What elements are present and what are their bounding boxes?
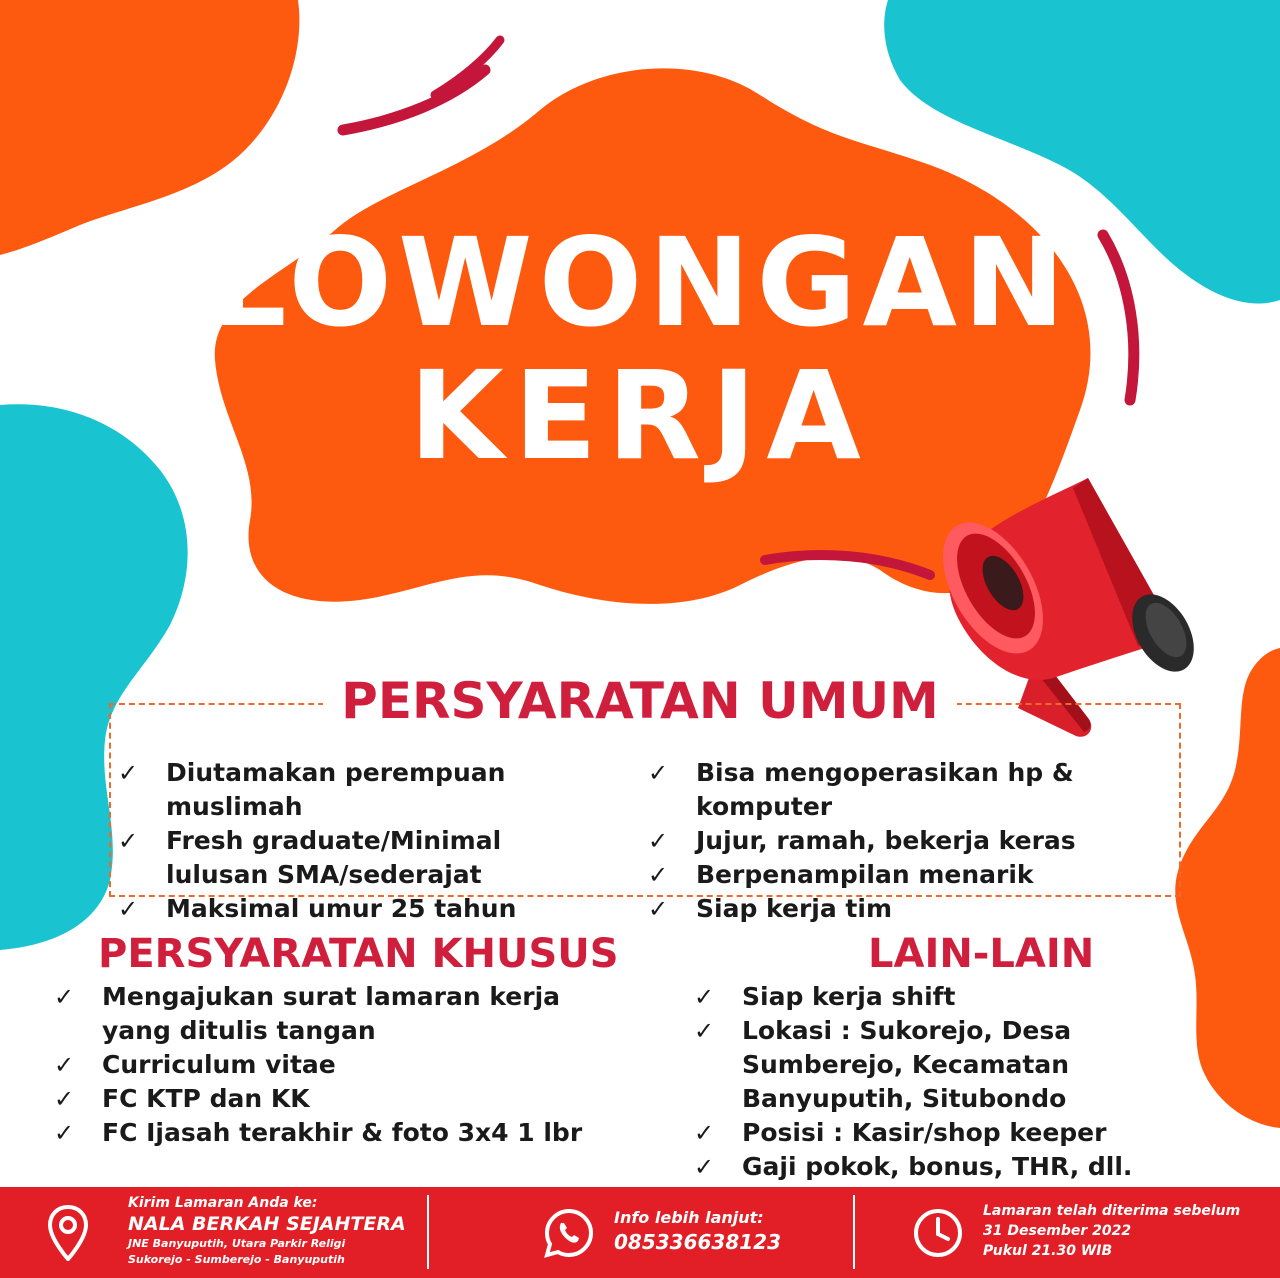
checkmark-icon: ✓ [694, 1017, 715, 1045]
list-item-text: Siap kerja shift [742, 982, 956, 1011]
checkmark-icon: ✓ [648, 759, 669, 787]
list-item [118, 756, 598, 824]
checkmark-icon: ✓ [54, 983, 75, 1011]
address-label: Kirim Lamaran Anda ke: [128, 1195, 318, 1211]
headline-line-1: LOWONGAN [208, 212, 1072, 354]
company-name: NALA BERKAH SEJAHTERA [128, 1213, 406, 1235]
list-item [54, 1116, 614, 1150]
footer-divider [427, 1195, 429, 1269]
checkmark-icon: ✓ [54, 1051, 75, 1079]
list-item [694, 1150, 1214, 1184]
general-requirements-title-text: PERSYARATAN UMUM [323, 672, 957, 730]
list-item-text: Berpenampilan menarik [696, 860, 1034, 889]
list-item [648, 892, 1168, 926]
checkmark-icon: ✓ [648, 827, 669, 855]
list-item-text: Diutamakan perempuan muslimah [166, 758, 506, 821]
checkmark-icon: ✓ [648, 861, 669, 889]
deadline-date: 31 Desember 2022 [983, 1223, 1132, 1239]
checkmark-icon: ✓ [118, 895, 139, 923]
deadline-time: Pukul 21.30 WIB [983, 1243, 1113, 1259]
clock-icon [912, 1207, 964, 1259]
special-requirements-list [54, 980, 614, 1150]
checkmark-icon: ✓ [694, 1119, 715, 1147]
list-item [648, 756, 1168, 824]
list-item [694, 1014, 1214, 1116]
list-item-text: Posisi : Kasir/shop keeper [742, 1118, 1107, 1147]
list-item-text: Fresh graduate/Minimal lulusan SMA/sederajat [166, 826, 502, 889]
address-line-2: Sukorejo - Sumberejo - Banyuputih [128, 1253, 345, 1266]
list-item-text: Gaji pokok, bonus, THR, dll. [742, 1152, 1133, 1181]
general-requirements-left-list [118, 756, 598, 926]
checkmark-icon: ✓ [118, 827, 139, 855]
footer-bar [0, 1187, 1280, 1278]
list-item-text: Lokasi : Sukorejo, Desa Sumberejo, Kecamatan Banyuputih, Situbondo [742, 1016, 1072, 1113]
list-item-text: Maksimal umur 25 tahun [166, 894, 517, 923]
checkmark-icon: ✓ [694, 983, 715, 1011]
list-item-text: Siap kerja tim [696, 894, 892, 923]
list-item [54, 980, 614, 1048]
address-line-1: JNE Banyuputih, Utara Parkir Religi [128, 1237, 346, 1250]
checkmark-icon: ✓ [54, 1085, 75, 1113]
list-item-text: FC KTP dan KK [102, 1084, 310, 1113]
whatsapp-icon [543, 1207, 595, 1259]
checkmark-icon: ✓ [648, 895, 669, 923]
list-item [648, 858, 1168, 892]
list-item-text: Jujur, ramah, bekerja keras [696, 826, 1076, 855]
deadline-label: Lamaran telah diterima sebelum [983, 1203, 1241, 1219]
checkmark-icon: ✓ [118, 759, 139, 787]
headline-line-2: KERJA [409, 345, 871, 487]
info-label: Info lebih lanjut: [614, 1208, 764, 1227]
phone-number[interactable]: 085336638123 [614, 1230, 781, 1254]
other-info-list [694, 980, 1214, 1184]
list-item [118, 824, 598, 892]
list-item-text: Bisa mengoperasikan hp & komputer [696, 758, 1074, 821]
list-item [118, 892, 598, 926]
list-item-text: FC Ijasah terakhir & foto 3x4 1 lbr [102, 1118, 583, 1147]
special-requirements-title: PERSYARATAN KHUSUS [98, 931, 619, 977]
checkmark-icon: ✓ [694, 1153, 715, 1181]
other-info-title: LAIN-LAIN [868, 931, 1095, 977]
list-item-text: Curriculum vitae [102, 1050, 336, 1079]
list-item [694, 980, 1214, 1014]
general-requirements-title [0, 672, 1280, 730]
list-item [54, 1048, 614, 1082]
list-item [694, 1116, 1214, 1150]
general-requirements-right-list [648, 756, 1168, 926]
footer-divider [853, 1195, 855, 1269]
checkmark-icon: ✓ [54, 1119, 75, 1147]
list-item [648, 824, 1168, 858]
location-pin-icon [48, 1205, 88, 1261]
list-item-text: Mengajukan surat lamaran kerja yang ditulis tangan [102, 982, 561, 1045]
list-item [54, 1082, 614, 1116]
